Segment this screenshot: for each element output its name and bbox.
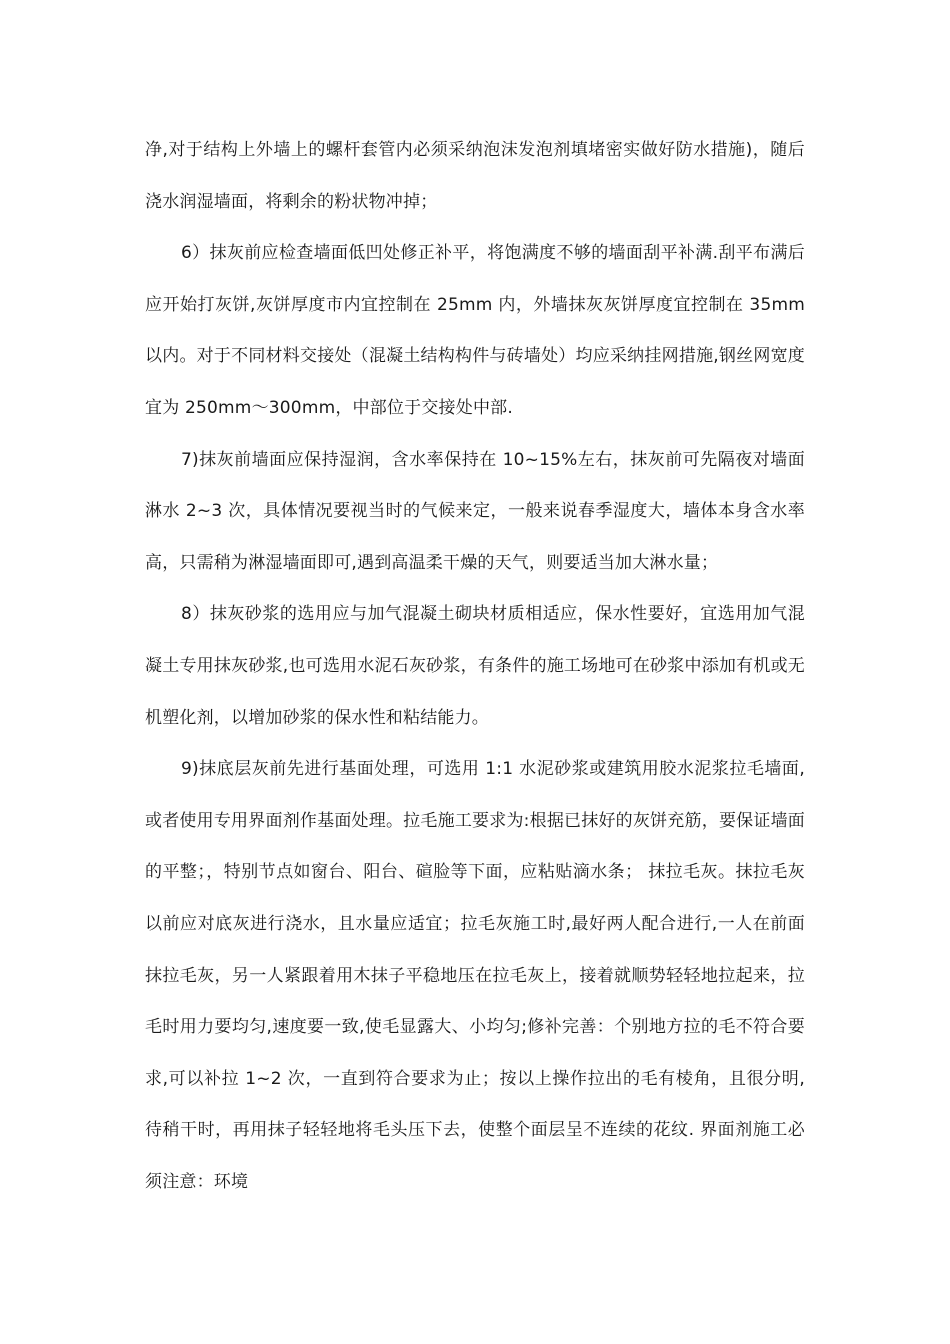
- paragraph-item-9: 9)抹底层灰前先进行基面处理，可选用 1:1 水泥砂浆或建筑用胶水泥浆拉毛墙面,或者使用专用界面剂作基面处理。拉毛施工要求为:根据已抹好的灰饼充筋，要保证墙面的平整；，特别节点如窗台、阳台、碹脸等下面，应粘贴滴水条； 抹拉毛灰。抹拉毛灰以前应对底灰进行浇水，且水量应适宜；拉毛灰施工时,最好两人配合进行,一人在前面抹拉毛灰，另一人紧跟着用木抹子平稳地压在拉毛灰上，接着就顺势轻轻地拉起来，拉毛时用力要均匀,速度要一致,使毛显露大、小均匀;修补完善：个别地方拉的毛不符合要求,可以补拉 1~2 次，一直到符合要求为止；按以上操作拉出的毛有棱角，且很分明,待稍干时，再用抹子轻轻地将毛头压下去，使整个面层呈不连续的花纹. 界面剂施工必须注意：环境: [145, 759, 805, 1192]
- paragraph-item-7: 7)抹灰前墙面应保持湿润，含水率保持在 10~15%左右，抹灰前可先隔夜对墙面淋水 2~3 次，具体情况要视当时的气候来定，一般来说春季湿度大，墙体本身含水率高，只需稍为淋湿墙面即可,遇到高温柔干燥的天气，则要适当加大淋水量；: [145, 449, 805, 573]
- paragraph-item-8: 8）抹灰砂浆的选用应与加气混凝土砌块材质相适应，保水性要好，宜选用加气混凝土专用抹灰砂浆,也可选用水泥石灰砂浆，有条件的施工场地可在砂浆中添加有机或无机塑化剂，以增加砂浆的保水性和粘结能力。: [145, 604, 805, 728]
- paragraph-continuation: 净,对于结构上外墙上的螺杆套管内必须采纳泡沫发泡剂填堵密实做好防水措施)，随后浇水润湿墙面，将剩余的粉状物冲掉；: [145, 140, 805, 212]
- document-body: [145, 125, 805, 1208]
- paragraph-item-6: 6）抹灰前应检查墙面低凹处修正补平，将饱满度不够的墙面刮平补满.刮平布满后应开始打灰饼,灰饼厚度市内宜控制在 25mm 内，外墙抹灰灰饼厚度宜控制在 35mm 以内。对于不同材料交接处（混凝土结构构件与砖墙处）均应采纳挂网措施,钢丝网宽度宜为 250mm～300mm，中部位于交接处中部.: [145, 243, 805, 418]
